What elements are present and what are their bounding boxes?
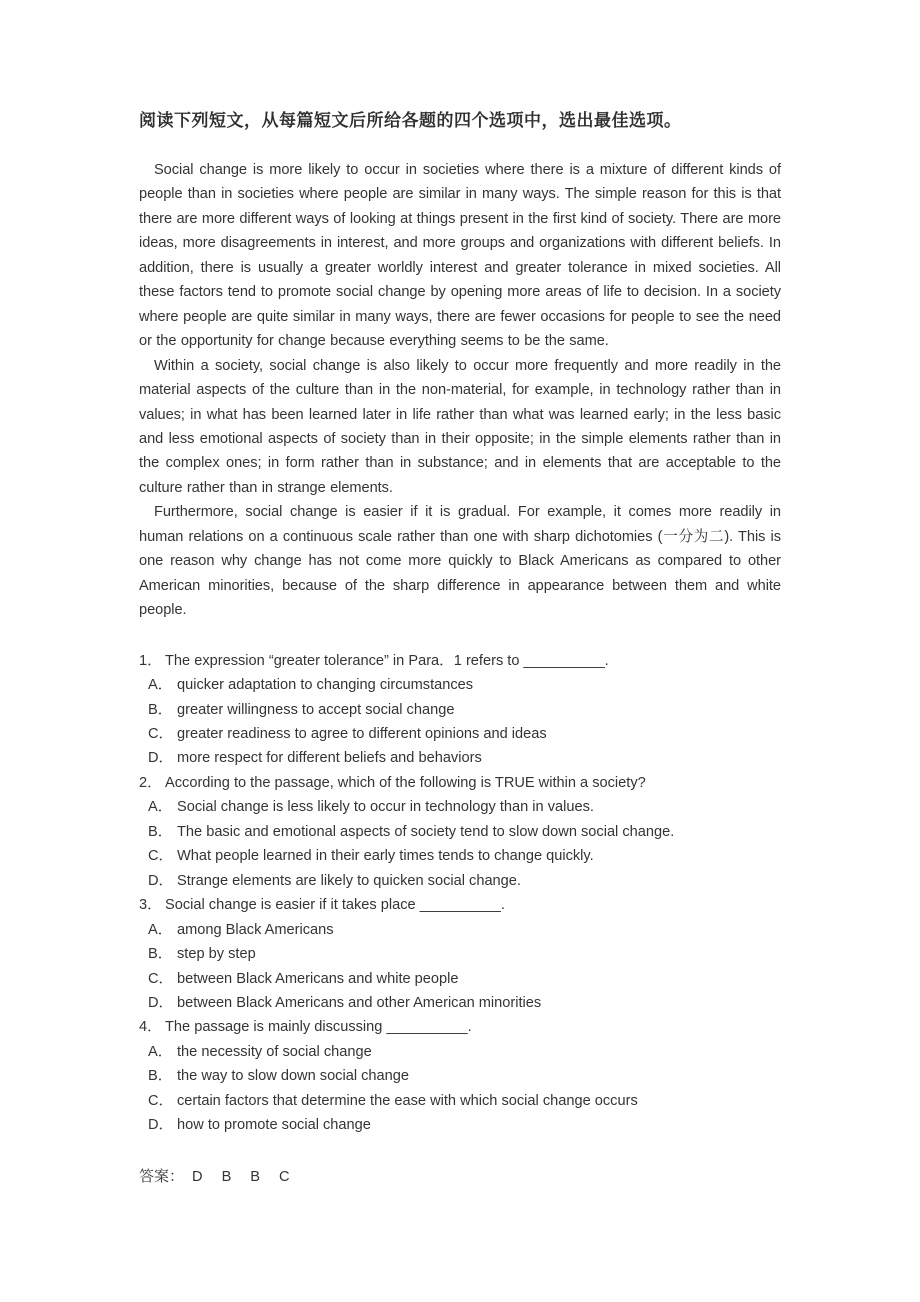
option-label: D． bbox=[148, 750, 174, 767]
question-4-option-a bbox=[139, 1040, 781, 1064]
option-text: greater readiness to agree to different opinions and ideas bbox=[177, 725, 547, 742]
question-1-option-b bbox=[139, 698, 781, 722]
question-4-option-d bbox=[139, 1113, 781, 1137]
option-label: B． bbox=[148, 1068, 173, 1085]
option-label: C． bbox=[148, 970, 174, 987]
answer-line bbox=[139, 1165, 781, 1189]
question-4-option-c bbox=[139, 1089, 781, 1113]
option-label: C． bbox=[148, 1092, 174, 1109]
question-2-stem bbox=[139, 771, 781, 795]
option-label: B． bbox=[148, 823, 173, 840]
question-3-option-b bbox=[139, 942, 781, 966]
option-label: B． bbox=[148, 701, 173, 718]
option-text: more respect for different beliefs and behaviors bbox=[177, 750, 482, 767]
document-page bbox=[139, 0, 781, 1189]
question-4 bbox=[139, 1015, 781, 1137]
option-label: A． bbox=[148, 1043, 173, 1060]
option-text: between Black Americans and other American minorities bbox=[177, 994, 542, 1011]
option-label: D． bbox=[148, 872, 174, 889]
question-2-option-c bbox=[139, 844, 781, 868]
passage-paragraph-1: Social change is more likely to occur in societies where there is a mixture of different kinds of people than in societies where people are similar in many ways. The simple reason for this is that there are more different ways of looking at things present in the first kind of society. There are more ideas, more disagreements in interest, and more groups and organizations with different beliefs. In addition, there is usually a greater worldly interest and greater tolerance in mixed societies. All these factors tend to promote social change by opening more areas of life to decision. In a society where people are quite similar in many ways, there are fewer occasions for people to see the need or the opportunity for change because everything seems to be the same. bbox=[139, 162, 781, 350]
question-1-option-a bbox=[139, 673, 781, 697]
question-3-option-a bbox=[139, 918, 781, 942]
answer-1: D bbox=[192, 1168, 203, 1185]
question-1-option-d bbox=[139, 746, 781, 770]
answer-2: B bbox=[221, 1168, 232, 1185]
question-3-stem bbox=[139, 893, 781, 917]
option-label: A． bbox=[148, 677, 173, 694]
option-text: greater willingness to accept social change bbox=[177, 701, 455, 718]
question-3-option-c bbox=[139, 967, 781, 991]
option-text: quicker adaptation to changing circumstances bbox=[177, 677, 474, 694]
option-label: A． bbox=[148, 799, 173, 816]
question-text: The expression “greater tolerance” in Para．1 refers to __________. bbox=[165, 652, 609, 669]
question-number: 3． bbox=[139, 897, 162, 914]
question-1-option-c bbox=[139, 722, 781, 746]
question-number: 4． bbox=[139, 1019, 162, 1036]
option-label: B． bbox=[148, 946, 173, 963]
option-label: D． bbox=[148, 1117, 174, 1134]
question-3-option-d bbox=[139, 991, 781, 1015]
question-2-option-d bbox=[139, 869, 781, 893]
question-3 bbox=[139, 893, 781, 1015]
option-label: D． bbox=[148, 994, 174, 1011]
question-4-stem bbox=[139, 1015, 781, 1039]
option-text: What people learned in their early times tends to change quickly. bbox=[177, 848, 594, 865]
question-2-option-a bbox=[139, 795, 781, 819]
option-text: between Black Americans and white people bbox=[177, 970, 459, 987]
option-text: Strange elements are likely to quicken social change. bbox=[177, 872, 521, 889]
question-list bbox=[139, 649, 781, 1138]
question-number: 1． bbox=[139, 652, 162, 669]
option-text: The basic and emotional aspects of society tend to slow down social change. bbox=[177, 823, 675, 840]
option-text: the necessity of social change bbox=[177, 1043, 372, 1060]
option-text: step by step bbox=[177, 946, 256, 963]
answer-label: 答案： bbox=[139, 1167, 185, 1185]
question-number: 2． bbox=[139, 774, 162, 791]
option-text: how to promote social change bbox=[177, 1117, 371, 1134]
question-2-option-b bbox=[139, 820, 781, 844]
question-text: Social change is easier if it takes place __________. bbox=[165, 897, 505, 914]
passage-paragraph-2: Within a society, social change is also likely to occur more frequently and more readily in the material aspects of the culture than in the non-material, for example, in technology rather than in values; in what has been learned later in life rather than what was learned early; in the less basic and less emotional aspects of society than in their opposite; in the simple elements rather than in the complex ones; in form rather than in substance; and in elements that are acceptable to the culture rather than in strange elements. bbox=[139, 357, 781, 496]
reading-passage bbox=[139, 158, 781, 623]
exam-instruction: 阅读下列短文，从每篇短文后所给各题的四个选项中，选出最佳选项。 bbox=[139, 111, 682, 130]
question-text: The passage is mainly discussing __________. bbox=[165, 1019, 472, 1036]
option-label: C． bbox=[148, 725, 174, 742]
question-text: According to the passage, which of the following is TRUE within a society? bbox=[165, 774, 646, 791]
option-text: the way to slow down social change bbox=[177, 1068, 410, 1085]
passage-paragraph-3: Furthermore, social change is easier if it is gradual. For example, it comes more readily in human relations on a continuous scale rather than one with sharp dichotomies (一分为二). This is one reason why change has not come more quickly to Black Americans as compared to other American minorities, because of the sharp difference in appearance between them and white people. bbox=[139, 504, 781, 619]
option-label: C． bbox=[148, 848, 174, 865]
option-text: among Black Americans bbox=[177, 921, 334, 938]
question-1 bbox=[139, 649, 781, 771]
question-1-stem bbox=[139, 649, 781, 673]
question-4-option-b bbox=[139, 1064, 781, 1088]
question-2 bbox=[139, 771, 781, 893]
option-text: Social change is less likely to occur in technology than in values. bbox=[177, 799, 594, 816]
option-text: certain factors that determine the ease with which social change occurs bbox=[177, 1092, 638, 1109]
answer-4: C bbox=[279, 1168, 290, 1185]
answer-3: B bbox=[250, 1168, 261, 1185]
option-label: A． bbox=[148, 921, 173, 938]
